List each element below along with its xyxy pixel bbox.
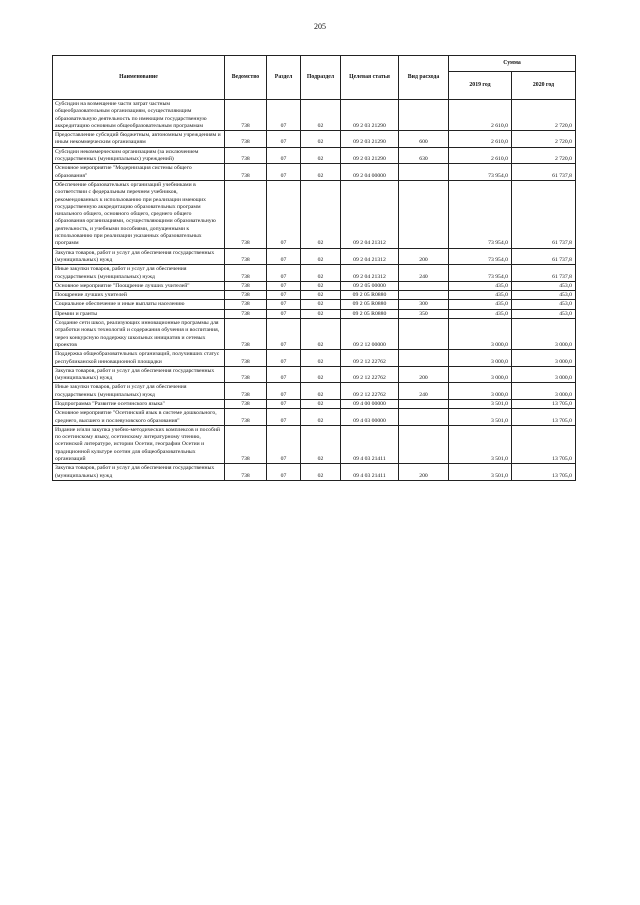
cell-name: Основное мероприятие "Поощрение лучших учителей" xyxy=(53,281,225,290)
cell-target: 09 2 12 00000 xyxy=(341,319,399,350)
cell-2020: 13 705,0 xyxy=(512,409,576,426)
cell-name: Поощрение лучших учителей xyxy=(53,291,225,300)
cell-target: 09 2 03 21290 xyxy=(341,131,399,148)
cell-target: 09 2 05 R0880 xyxy=(341,309,399,318)
cell-subsection: 02 xyxy=(301,309,341,318)
cell-section: 07 xyxy=(267,265,301,282)
cell-subsection: 02 xyxy=(301,300,341,309)
cell-dept: 738 xyxy=(225,319,267,350)
cell-subsection: 02 xyxy=(301,366,341,383)
cell-name: Закупка товаров, работ и услуг для обеспечения государственных (муниципальных) нужд xyxy=(53,248,225,265)
cell-subsection: 02 xyxy=(301,350,341,367)
cell-2019: 73 954,0 xyxy=(449,248,512,265)
cell-subsection: 02 xyxy=(301,464,341,481)
cell-target: 09 2 05 R0880 xyxy=(341,300,399,309)
cell-expense xyxy=(399,291,449,300)
cell-dept: 738 xyxy=(225,409,267,426)
cell-target: 09 2 12 22762 xyxy=(341,350,399,367)
cell-target: 09 2 12 22762 xyxy=(341,366,399,383)
cell-expense xyxy=(399,281,449,290)
cell-expense: 350 xyxy=(399,309,449,318)
cell-dept: 738 xyxy=(225,281,267,290)
cell-expense xyxy=(399,399,449,408)
cell-2020: 453,0 xyxy=(512,291,576,300)
table-row xyxy=(53,464,576,481)
cell-2019: 435,0 xyxy=(449,291,512,300)
cell-section: 07 xyxy=(267,409,301,426)
cell-expense: 200 xyxy=(399,366,449,383)
cell-section: 07 xyxy=(267,350,301,367)
cell-dept: 738 xyxy=(225,164,267,181)
cell-section: 07 xyxy=(267,366,301,383)
cell-2020: 61 737,8 xyxy=(512,248,576,265)
table-row xyxy=(53,265,576,282)
cell-dept: 738 xyxy=(225,147,267,164)
table-row xyxy=(53,399,576,408)
cell-section: 07 xyxy=(267,425,301,463)
table-row xyxy=(53,309,576,318)
cell-subsection: 02 xyxy=(301,281,341,290)
cell-dept: 738 xyxy=(225,383,267,400)
cell-section: 07 xyxy=(267,147,301,164)
cell-2020: 61 737,8 xyxy=(512,265,576,282)
cell-name: Обеспечение образовательных организаций учебниками в соответствии с федеральным перечнем учебников, рекомендованных к использованию при реализации имеющих государственную аккредитацию образовательных программ начального общего, основного общего, среднего общего образования организациями, осуществляющими образовательную деятельность, и учебными пособиями, допущенными к использованию при реализации указанных образовательных программ xyxy=(53,180,225,248)
col-header-section: Раздел xyxy=(267,56,301,100)
cell-target: 09 2 04 21312 xyxy=(341,180,399,248)
cell-2019: 3 501,0 xyxy=(449,409,512,426)
cell-subsection: 02 xyxy=(301,180,341,248)
cell-2019: 3 501,0 xyxy=(449,464,512,481)
cell-subsection: 02 xyxy=(301,291,341,300)
table-row xyxy=(53,131,576,148)
cell-target: 09 2 03 21290 xyxy=(341,147,399,164)
cell-section: 07 xyxy=(267,319,301,350)
cell-2019: 73 954,0 xyxy=(449,265,512,282)
header-row xyxy=(53,56,576,72)
cell-expense: 600 xyxy=(399,131,449,148)
cell-2019: 435,0 xyxy=(449,309,512,318)
cell-dept: 738 xyxy=(225,180,267,248)
cell-name: Закупка товаров, работ и услуг для обеспечения государственных (муниципальных) нужд xyxy=(53,366,225,383)
cell-expense xyxy=(399,180,449,248)
cell-2020: 3 000,0 xyxy=(512,366,576,383)
cell-name: Издание и/или закупка учебно-методических комплексов и пособий по осетинскому языку, осетинскому литературному чтению, осетинской литературе, истории Осетии, географии Осетии и традиционной культуре осетин для общеобразовательных организаций xyxy=(53,425,225,463)
cell-2019: 2 610,0 xyxy=(449,100,512,131)
cell-dept: 738 xyxy=(225,265,267,282)
cell-dept: 738 xyxy=(225,291,267,300)
cell-expense xyxy=(399,409,449,426)
cell-section: 07 xyxy=(267,100,301,131)
cell-dept: 738 xyxy=(225,309,267,318)
cell-target: 09 4 03 21411 xyxy=(341,464,399,481)
cell-2020: 453,0 xyxy=(512,309,576,318)
cell-2020: 2 720,0 xyxy=(512,131,576,148)
cell-dept: 738 xyxy=(225,366,267,383)
cell-subsection: 02 xyxy=(301,164,341,181)
cell-2020: 13 705,0 xyxy=(512,425,576,463)
cell-2020: 3 000,0 xyxy=(512,350,576,367)
cell-subsection: 02 xyxy=(301,131,341,148)
cell-dept: 738 xyxy=(225,464,267,481)
cell-dept: 738 xyxy=(225,350,267,367)
cell-section: 07 xyxy=(267,291,301,300)
cell-2020: 3 000,0 xyxy=(512,383,576,400)
cell-subsection: 02 xyxy=(301,248,341,265)
table-row xyxy=(53,409,576,426)
cell-section: 07 xyxy=(267,281,301,290)
col-header-expense: Вид расхода xyxy=(399,56,449,100)
table-row xyxy=(53,291,576,300)
cell-target: 09 4 00 00000 xyxy=(341,399,399,408)
cell-2019: 73 954,0 xyxy=(449,164,512,181)
table-row xyxy=(53,147,576,164)
cell-subsection: 02 xyxy=(301,100,341,131)
cell-expense xyxy=(399,319,449,350)
cell-dept: 738 xyxy=(225,248,267,265)
cell-2019: 73 954,0 xyxy=(449,180,512,248)
cell-expense: 200 xyxy=(399,464,449,481)
cell-2019: 2 610,0 xyxy=(449,131,512,148)
cell-2019: 435,0 xyxy=(449,281,512,290)
cell-2020: 13 705,0 xyxy=(512,399,576,408)
cell-2019: 3 000,0 xyxy=(449,319,512,350)
page-number: 205 xyxy=(314,22,326,31)
table-row xyxy=(53,383,576,400)
cell-target: 09 2 05 00000 xyxy=(341,281,399,290)
cell-dept: 738 xyxy=(225,399,267,408)
col-header-2020: 2020 год xyxy=(512,72,576,100)
col-header-target: Целевая статья xyxy=(341,56,399,100)
cell-section: 07 xyxy=(267,464,301,481)
cell-target: 09 2 03 21290 xyxy=(341,100,399,131)
table-row xyxy=(53,248,576,265)
cell-name: Субсидии некоммерческим организациям (за исключением государственных (муниципальных) учреждений) xyxy=(53,147,225,164)
cell-dept: 738 xyxy=(225,131,267,148)
cell-2020: 3 000,0 xyxy=(512,319,576,350)
cell-2020: 453,0 xyxy=(512,300,576,309)
cell-2019: 3 000,0 xyxy=(449,350,512,367)
cell-section: 07 xyxy=(267,399,301,408)
cell-section: 07 xyxy=(267,164,301,181)
table-row xyxy=(53,180,576,248)
table-row xyxy=(53,350,576,367)
cell-expense xyxy=(399,100,449,131)
cell-target: 09 2 04 00000 xyxy=(341,164,399,181)
cell-section: 07 xyxy=(267,248,301,265)
table-row xyxy=(53,300,576,309)
cell-subsection: 02 xyxy=(301,399,341,408)
cell-expense: 300 xyxy=(399,300,449,309)
cell-section: 07 xyxy=(267,300,301,309)
cell-section: 07 xyxy=(267,309,301,318)
cell-dept: 738 xyxy=(225,425,267,463)
col-header-subsection: Подраздел xyxy=(301,56,341,100)
cell-name: Иные закупки товаров, работ и услуг для обеспечения государственных (муниципальных) нужд xyxy=(53,265,225,282)
cell-name: Субсидии на возмещение части затрат частным общеобразовательным организациям, осуществляющим образовательную деятельность по имеющим государственную аккредитацию основным общеобразовательным программам xyxy=(53,100,225,131)
cell-dept: 738 xyxy=(225,100,267,131)
cell-name: Основное мероприятие "Осетинский язык в системе дошкольного, среднего, высшего и послевузовского образования" xyxy=(53,409,225,426)
col-header-dept: Ведомство xyxy=(225,56,267,100)
col-header-2019: 2019 год xyxy=(449,72,512,100)
table-body xyxy=(53,100,576,481)
cell-section: 07 xyxy=(267,131,301,148)
cell-target: 09 2 05 R0880 xyxy=(341,291,399,300)
cell-name: Социальное обеспечение и иные выплаты населению xyxy=(53,300,225,309)
cell-expense xyxy=(399,350,449,367)
cell-name: Основное мероприятие "Модернизация системы общего образования" xyxy=(53,164,225,181)
cell-subsection: 02 xyxy=(301,425,341,463)
cell-name: Поддержка общеобразовательных организаций, получивших статус республиканской инновационной площадки xyxy=(53,350,225,367)
cell-2019: 3 501,0 xyxy=(449,399,512,408)
cell-2020: 2 720,0 xyxy=(512,100,576,131)
cell-2019: 3 000,0 xyxy=(449,383,512,400)
cell-target: 09 4 03 00000 xyxy=(341,409,399,426)
cell-2020: 453,0 xyxy=(512,281,576,290)
cell-target: 09 2 04 21312 xyxy=(341,248,399,265)
cell-expense: 630 xyxy=(399,147,449,164)
cell-expense xyxy=(399,425,449,463)
cell-target: 09 2 04 21312 xyxy=(341,265,399,282)
cell-name: Создание сети школ, реализующих инновационные программы для отработки новых технологий и содержания обучения и воспитания, через конкурсную поддержку школьных инициатив и сетевых проектов xyxy=(53,319,225,350)
table-row xyxy=(53,366,576,383)
table-row xyxy=(53,281,576,290)
cell-expense: 240 xyxy=(399,265,449,282)
table-row xyxy=(53,164,576,181)
cell-target: 09 4 03 21411 xyxy=(341,425,399,463)
cell-2019: 3 501,0 xyxy=(449,425,512,463)
budget-table xyxy=(52,55,576,481)
cell-target: 09 2 12 22762 xyxy=(341,383,399,400)
cell-2019: 3 000,0 xyxy=(449,366,512,383)
cell-subsection: 02 xyxy=(301,265,341,282)
table-row xyxy=(53,100,576,131)
col-header-sum: Сумма xyxy=(449,56,576,72)
table-row xyxy=(53,319,576,350)
cell-expense xyxy=(399,164,449,181)
cell-2020: 2 720,0 xyxy=(512,147,576,164)
cell-name: Иные закупки товаров, работ и услуг для обеспечения государственных (муниципальных) нужд xyxy=(53,383,225,400)
cell-2020: 61 737,8 xyxy=(512,164,576,181)
cell-name: Премии и гранты xyxy=(53,309,225,318)
cell-2020: 61 737,8 xyxy=(512,180,576,248)
cell-expense: 200 xyxy=(399,248,449,265)
cell-name: Закупка товаров, работ и услуг для обеспечения государственных (муниципальных) нужд xyxy=(53,464,225,481)
cell-section: 07 xyxy=(267,180,301,248)
cell-subsection: 02 xyxy=(301,383,341,400)
cell-name: Предоставление субсидий бюджетным, автономным учреждениям и иным некоммерческим организациям xyxy=(53,131,225,148)
cell-2019: 2 610,0 xyxy=(449,147,512,164)
cell-subsection: 02 xyxy=(301,409,341,426)
cell-2019: 435,0 xyxy=(449,300,512,309)
cell-2020: 13 705,0 xyxy=(512,464,576,481)
cell-expense: 240 xyxy=(399,383,449,400)
table-row xyxy=(53,425,576,463)
col-header-name: Наименование xyxy=(53,56,225,100)
cell-subsection: 02 xyxy=(301,319,341,350)
cell-dept: 738 xyxy=(225,300,267,309)
cell-name: Подпрограмма "Развитие осетинского языка" xyxy=(53,399,225,408)
cell-section: 07 xyxy=(267,383,301,400)
cell-subsection: 02 xyxy=(301,147,341,164)
